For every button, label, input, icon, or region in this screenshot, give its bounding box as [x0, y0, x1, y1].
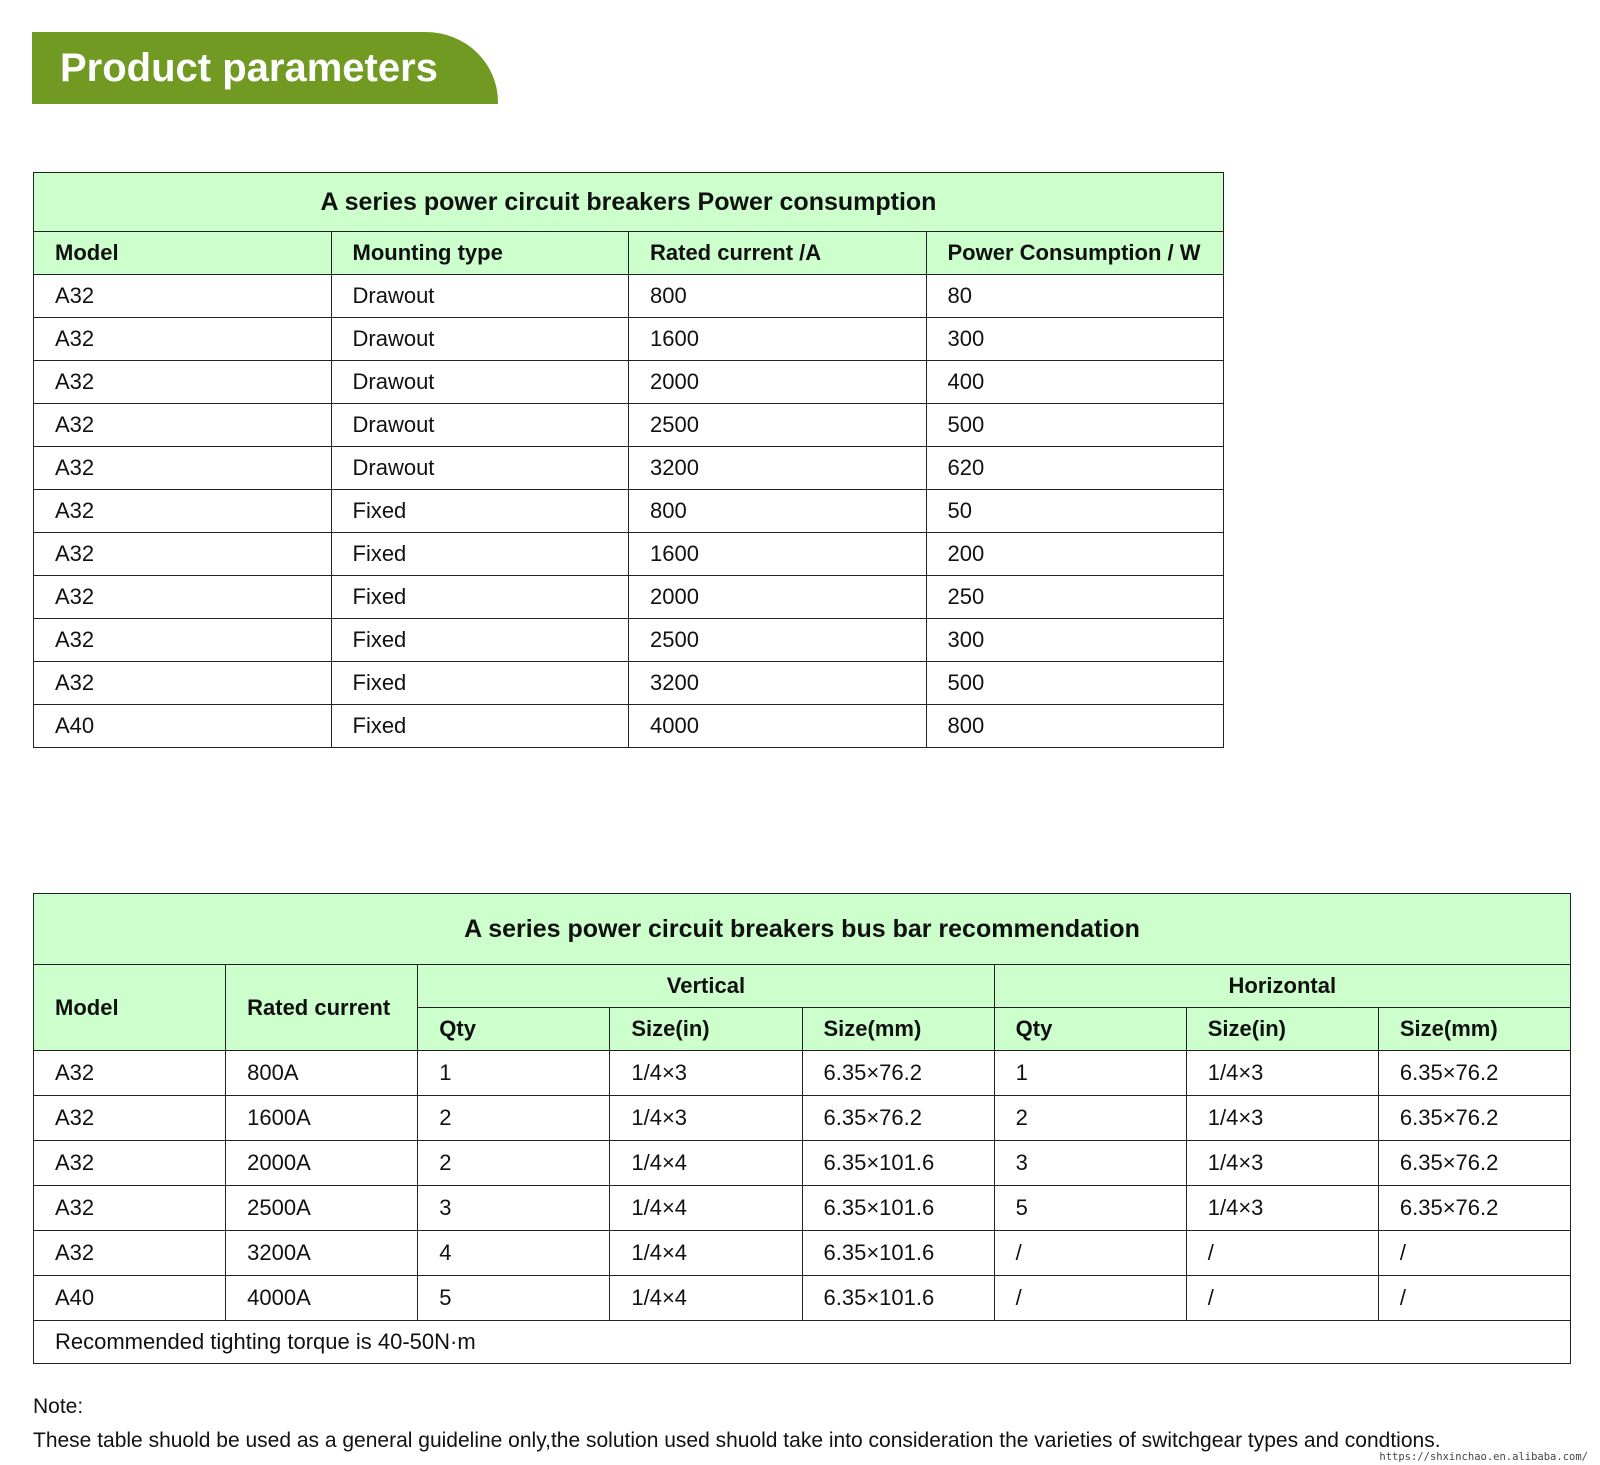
table-cell: 1600A: [226, 1096, 418, 1141]
table-cell: 1/4×3: [610, 1051, 802, 1096]
table-cell: 1: [994, 1051, 1186, 1096]
table-cell: A32: [34, 490, 332, 533]
table-cell: 1/4×3: [1186, 1186, 1378, 1231]
table-cell: Fixed: [331, 662, 629, 705]
table-cell: 6.35×76.2: [802, 1051, 994, 1096]
table-cell: 1/4×3: [1186, 1096, 1378, 1141]
subheader-horizontal-qty: Qty: [994, 1008, 1186, 1051]
table-cell: 4000: [629, 705, 927, 748]
table-row: [34, 1186, 1571, 1231]
table-cell: 2000: [629, 576, 927, 619]
table-cell: Drawout: [331, 361, 629, 404]
table-cell: Drawout: [331, 318, 629, 361]
table-cell: 6.35×101.6: [802, 1186, 994, 1231]
table-cell: 1/4×4: [610, 1276, 802, 1321]
table-cell: Fixed: [331, 705, 629, 748]
power-table-caption: A series power circuit breakers Power consumption: [34, 173, 1224, 232]
table-cell: Drawout: [331, 447, 629, 490]
table-cell: /: [1378, 1276, 1570, 1321]
table-row: [34, 662, 1224, 705]
table-cell: 4: [418, 1231, 610, 1276]
table-cell: 3: [418, 1186, 610, 1231]
column-header-mounting-type: Mounting type: [331, 232, 629, 275]
subheader-vertical-qty: Qty: [418, 1008, 610, 1051]
power-consumption-table: [33, 172, 1224, 748]
table-row: [34, 705, 1224, 748]
group-header-horizontal: Horizontal: [994, 965, 1570, 1008]
power-table-body: [34, 275, 1224, 748]
subheader-vertical-size-in: Size(in): [610, 1008, 802, 1051]
table-cell: A32: [34, 1231, 226, 1276]
table-cell: 3200A: [226, 1231, 418, 1276]
table-row: [34, 533, 1224, 576]
table-cell: 2500: [629, 404, 927, 447]
table-cell: A40: [34, 1276, 226, 1321]
table-cell: A32: [34, 619, 332, 662]
title-banner: [32, 32, 498, 104]
table-cell: /: [1378, 1231, 1570, 1276]
subheader-horizontal-size-in: Size(in): [1186, 1008, 1378, 1051]
table-row: [34, 619, 1224, 662]
table-cell: A32: [34, 275, 332, 318]
bus-bar-table-body: [34, 1051, 1571, 1321]
table-cell: 2000: [629, 361, 927, 404]
table-row: [34, 275, 1224, 318]
table-cell: A32: [34, 447, 332, 490]
table-cell: 2: [994, 1096, 1186, 1141]
table-cell: 3200: [629, 447, 927, 490]
note-block: [33, 1390, 1441, 1458]
table-row: [34, 1231, 1571, 1276]
table-cell: 5: [994, 1186, 1186, 1231]
table-cell: A32: [34, 576, 332, 619]
table-row: [34, 1051, 1571, 1096]
table-cell: 6.35×76.2: [1378, 1141, 1570, 1186]
table-cell: 6.35×101.6: [802, 1141, 994, 1186]
table-cell: 2: [418, 1141, 610, 1186]
table-cell: 50: [926, 490, 1224, 533]
table-cell: 2500A: [226, 1186, 418, 1231]
table-cell: /: [1186, 1231, 1378, 1276]
table-cell: A32: [34, 1186, 226, 1231]
note-text: These table shuold be used as a general guideline only,the solution used shuold take into consideration the varieties of switchgear types and condtions.: [33, 1429, 1441, 1452]
table-row: [34, 447, 1224, 490]
table-cell: A32: [34, 318, 332, 361]
table-cell: A32: [34, 662, 332, 705]
table-cell: A40: [34, 705, 332, 748]
table-cell: 1600: [629, 533, 927, 576]
table-row: [34, 361, 1224, 404]
column-header-model: Model: [34, 232, 332, 275]
table-cell: /: [1186, 1276, 1378, 1321]
table-cell: 1600: [629, 318, 927, 361]
column-header-model: Model: [34, 965, 226, 1051]
table-cell: 800: [629, 490, 927, 533]
page-title: Product parameters: [60, 46, 438, 90]
table-cell: 400: [926, 361, 1224, 404]
table-cell: 300: [926, 619, 1224, 662]
table-row: [34, 490, 1224, 533]
table-cell: Drawout: [331, 404, 629, 447]
table-cell: 6.35×101.6: [802, 1276, 994, 1321]
table-cell: 3: [994, 1141, 1186, 1186]
table-cell: 1/4×3: [610, 1096, 802, 1141]
table-cell: 800: [926, 705, 1224, 748]
watermark-url: https://shxinchao.en.alibaba.com/: [1379, 1451, 1588, 1463]
table-row: [34, 1096, 1571, 1141]
table-cell: Drawout: [331, 275, 629, 318]
table-cell: Fixed: [331, 619, 629, 662]
table-cell: 6.35×76.2: [802, 1096, 994, 1141]
table-cell: 1/4×4: [610, 1186, 802, 1231]
table-cell: Fixed: [331, 533, 629, 576]
table-cell: A32: [34, 1051, 226, 1096]
table-cell: Fixed: [331, 576, 629, 619]
table-cell: A32: [34, 533, 332, 576]
table-cell: 6.35×101.6: [802, 1231, 994, 1276]
torque-footnote: Recommended tighting torque is 40-50N·m: [34, 1321, 1571, 1364]
table-cell: 6.35×76.2: [1378, 1186, 1570, 1231]
table-cell: 2500: [629, 619, 927, 662]
table-row: [34, 576, 1224, 619]
bus-bar-table-caption: A series power circuit breakers bus bar recommendation: [34, 894, 1571, 965]
table-cell: 1/4×4: [610, 1141, 802, 1186]
table-row: [34, 1276, 1571, 1321]
table-cell: A32: [34, 404, 332, 447]
table-cell: 800: [629, 275, 927, 318]
subheader-vertical-size-mm: Size(mm): [802, 1008, 994, 1051]
table-cell: 4000A: [226, 1276, 418, 1321]
bus-bar-table: [33, 893, 1571, 1364]
note-label: Note:: [33, 1395, 84, 1418]
column-header-rated-current: Rated current: [226, 965, 418, 1051]
table-cell: 6.35×76.2: [1378, 1096, 1570, 1141]
table-cell: 800A: [226, 1051, 418, 1096]
table-cell: 1/4×3: [1186, 1051, 1378, 1096]
table-cell: 3200: [629, 662, 927, 705]
table-cell: 5: [418, 1276, 610, 1321]
table-cell: 6.35×76.2: [1378, 1051, 1570, 1096]
group-header-vertical: Vertical: [418, 965, 994, 1008]
table-cell: 2000A: [226, 1141, 418, 1186]
table-row: [34, 318, 1224, 361]
table-cell: 2: [418, 1096, 610, 1141]
table-cell: 300: [926, 318, 1224, 361]
table-row: [34, 404, 1224, 447]
subheader-horizontal-size-mm: Size(mm): [1378, 1008, 1570, 1051]
table-cell: /: [994, 1276, 1186, 1321]
table-cell: 620: [926, 447, 1224, 490]
table-cell: A32: [34, 361, 332, 404]
table-cell: 500: [926, 404, 1224, 447]
column-header-power-consumption: Power Consumption / W: [926, 232, 1224, 275]
table-cell: 200: [926, 533, 1224, 576]
table-cell: A32: [34, 1141, 226, 1186]
table-cell: A32: [34, 1096, 226, 1141]
column-header-rated-current: Rated current /A: [629, 232, 927, 275]
table-cell: 1/4×3: [1186, 1141, 1378, 1186]
table-cell: 1: [418, 1051, 610, 1096]
table-cell: 250: [926, 576, 1224, 619]
table-cell: 1/4×4: [610, 1231, 802, 1276]
table-cell: /: [994, 1231, 1186, 1276]
table-cell: 80: [926, 275, 1224, 318]
table-cell: 500: [926, 662, 1224, 705]
table-row: [34, 1141, 1571, 1186]
table-cell: Fixed: [331, 490, 629, 533]
